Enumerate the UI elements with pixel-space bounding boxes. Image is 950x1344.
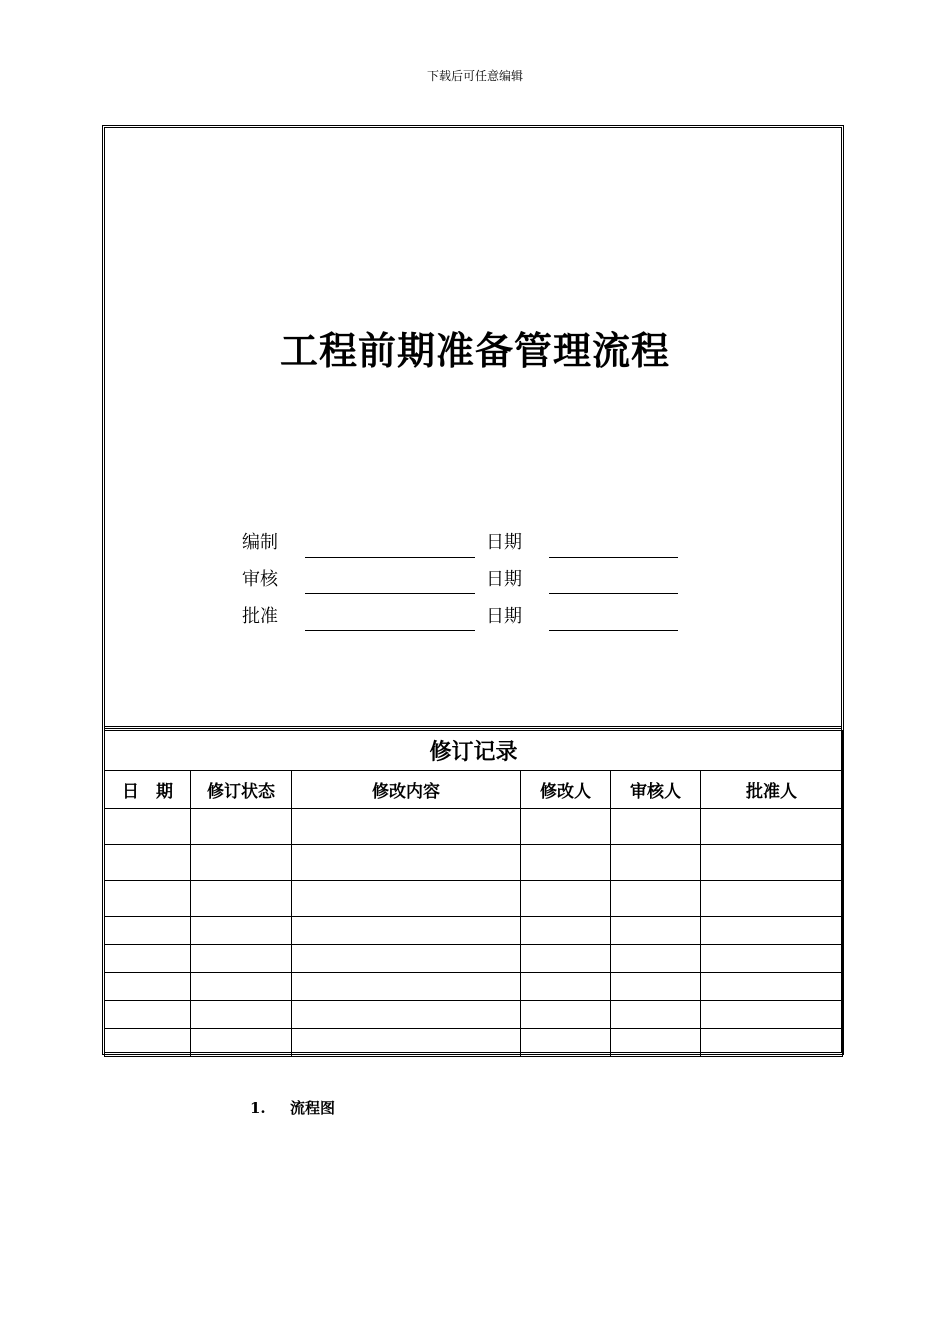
table-row <box>105 845 843 881</box>
signoff-label-review: 审核 <box>242 569 278 590</box>
section-title: 流程图 <box>290 1099 336 1117</box>
signoff-date-label-review: 日期 <box>486 569 522 590</box>
document-title: 工程前期准备管理流程 <box>279 328 670 373</box>
signoff-date-line-review <box>549 593 678 594</box>
signoff-label-approve: 批准 <box>242 606 278 627</box>
header-note: 下载后可任意编辑 <box>426 69 523 83</box>
signoff-date-line-approve <box>549 630 678 631</box>
signoff-date-label-compile: 日期 <box>486 532 522 553</box>
section-heading <box>250 1097 335 1118</box>
col-date: 日 期 <box>105 771 191 809</box>
table-row <box>105 1029 843 1057</box>
table-row <box>105 1001 843 1029</box>
col-modifier: 修改人 <box>521 771 611 809</box>
table-row <box>105 809 843 845</box>
revision-table-header <box>105 771 843 809</box>
signoff-line-approve <box>305 630 475 631</box>
section-number: 1. <box>250 1099 266 1117</box>
table-row <box>105 945 843 973</box>
signoff-line-review <box>305 593 475 594</box>
section-separator <box>104 726 842 729</box>
col-revision-status: 修订状态 <box>191 771 292 809</box>
revision-table <box>104 730 843 1057</box>
table-row <box>105 917 843 945</box>
col-reviewer: 审核人 <box>611 771 701 809</box>
signoff-line-compile <box>305 557 475 558</box>
col-approver: 批准人 <box>701 771 843 809</box>
table-row <box>105 881 843 917</box>
table-row <box>105 973 843 1001</box>
signoff-date-label-approve: 日期 <box>486 606 522 627</box>
revision-table-caption: 修订记录 <box>105 731 843 771</box>
col-change-content: 修改内容 <box>292 771 521 809</box>
signoff-label-compile: 编制 <box>242 532 278 553</box>
signoff-date-line-compile <box>549 557 678 558</box>
